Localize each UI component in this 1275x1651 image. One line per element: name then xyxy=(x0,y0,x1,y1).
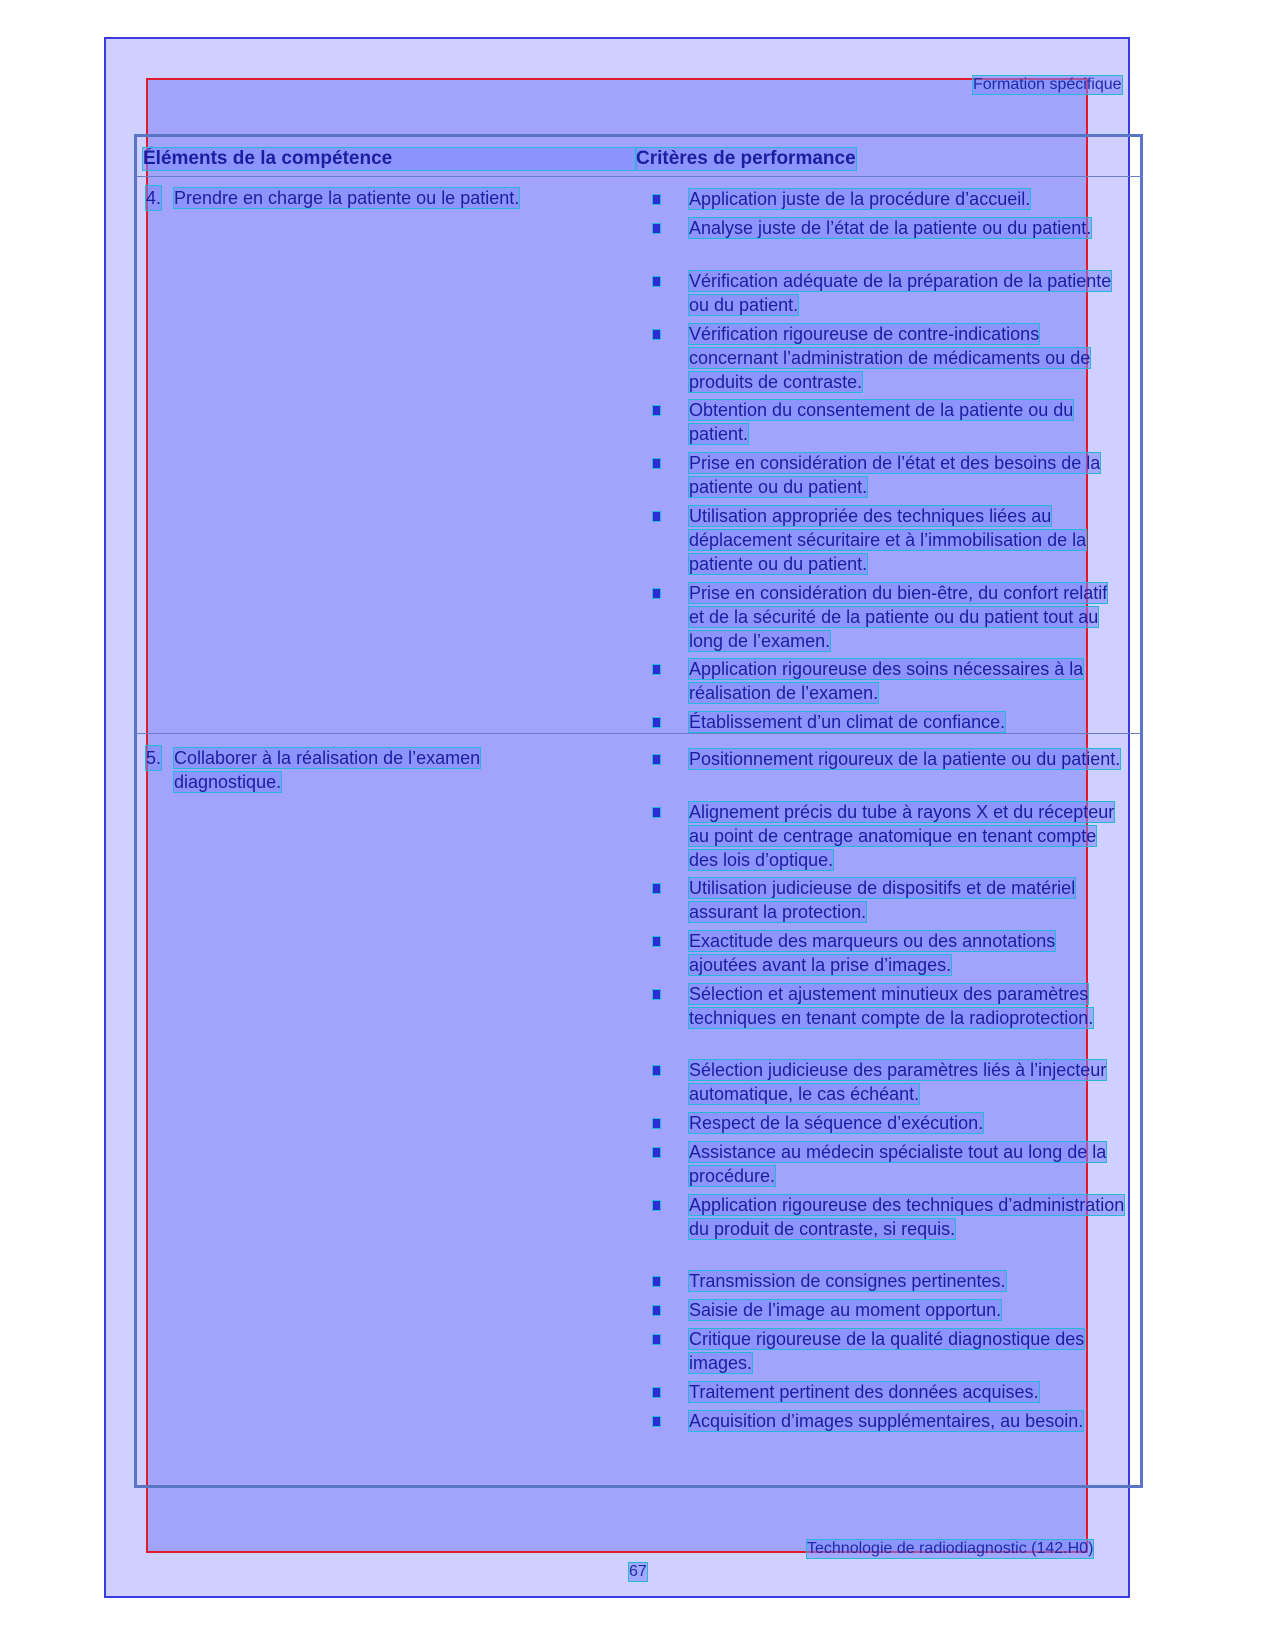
bullet-icon xyxy=(653,1277,660,1286)
bullet-icon xyxy=(653,589,660,598)
criterion-text: Prise en considération du bien-être, du confort relatif et de la sécurité de la patiente ou du patient tout au long de l’examen. xyxy=(689,583,1108,651)
criterion-text: Obtention du consentement de la patiente ou du patient. xyxy=(689,400,1074,444)
criterion-text: Utilisation appropriée des techniques liées au déplacement sécuritaire et à l’immobilisation de la patiente ou du patient. xyxy=(689,506,1087,574)
bullet-icon xyxy=(653,755,660,764)
column-header-elements: Éléments de la compétence xyxy=(143,148,636,170)
table-row-element-5 xyxy=(146,746,650,794)
bullet-icon xyxy=(653,277,660,286)
table-row-element-4 xyxy=(146,186,650,210)
criterion-text: Analyse juste de l’état de la patiente ou du patient. xyxy=(689,218,1092,238)
criterion-item xyxy=(653,1298,1133,1322)
bullet-icon xyxy=(653,1417,660,1426)
bullet-icon xyxy=(653,884,660,893)
column-header-criteria: Critères de performance xyxy=(636,148,856,169)
criterion-item xyxy=(653,929,1133,977)
criterion-item xyxy=(653,451,1133,499)
criterion-text: Vérification adéquate de la préparation de la patiente ou du patient. xyxy=(689,271,1112,315)
element-text: Prendre en charge la patiente ou le patient. xyxy=(174,188,520,208)
criterion-text: Saisie de l’image au moment opportun. xyxy=(689,1300,1002,1320)
element-text: Collaborer à la réalisation de l’examen diagnostique. xyxy=(174,748,481,792)
element-number: 5. xyxy=(146,748,162,768)
table-header-divider xyxy=(134,176,1143,177)
bullet-icon xyxy=(653,808,660,817)
bullet-icon xyxy=(653,990,660,999)
criterion-text: Application rigoureuse des soins nécessaires à la réalisation de l’examen. xyxy=(689,659,1084,703)
bullet-icon xyxy=(653,224,660,233)
bullet-icon xyxy=(653,1388,660,1397)
criterion-item xyxy=(653,1269,1133,1293)
section-header: Formation spécifique xyxy=(973,76,1122,93)
criterion-item xyxy=(653,747,1133,771)
bullet-icon xyxy=(653,1148,660,1157)
criterion-text: Exactitude des marqueurs ou des annotations ajoutées avant la prise d’images. xyxy=(689,931,1056,975)
criterion-item xyxy=(653,1111,1133,1135)
criterion-text: Sélection judicieuse des paramètres liés à l’injecteur automatique, le cas échéant. xyxy=(689,1060,1107,1104)
criterion-item xyxy=(653,1380,1133,1404)
element-number: 4. xyxy=(146,188,162,208)
bullet-icon xyxy=(653,1119,660,1128)
criterion-item xyxy=(653,876,1133,924)
criterion-item xyxy=(653,710,1133,734)
bullet-icon xyxy=(653,1306,660,1315)
criterion-text: Critique rigoureuse de la qualité diagnostique des images. xyxy=(689,1329,1085,1373)
bullet-icon xyxy=(653,718,660,727)
criterion-item xyxy=(653,982,1133,1030)
bullet-icon xyxy=(653,195,660,204)
criterion-text: Assistance au médecin spécialiste tout au long de la procédure. xyxy=(689,1142,1107,1186)
criterion-item xyxy=(653,581,1133,653)
footer-program-title: Technologie de radiodiagnostic (142.H0) xyxy=(807,1540,1094,1557)
bullet-icon xyxy=(653,330,660,339)
criterion-text: Utilisation judicieuse de dispositifs et de matériel assurant la protection. xyxy=(689,878,1076,922)
criterion-text: Positionnement rigoureux de la patiente ou du patient. xyxy=(689,749,1121,769)
criterion-item xyxy=(653,1327,1133,1375)
bullet-icon xyxy=(653,1066,660,1075)
criterion-item xyxy=(653,1140,1133,1188)
criterion-text: Vérification rigoureuse de contre-indications concernant l’administration de médicaments ou de produits de contraste. xyxy=(689,324,1091,392)
criterion-item xyxy=(653,187,1133,211)
bullet-icon xyxy=(653,937,660,946)
bullet-icon xyxy=(653,459,660,468)
criterion-item xyxy=(653,657,1133,705)
criterion-text: Acquisition d’images supplémentaires, au besoin. xyxy=(689,1411,1084,1431)
criterion-item xyxy=(653,1058,1133,1106)
criterion-text: Alignement précis du tube à rayons X et du récepteur au point de centrage anatomique en tenant compte des lois d’optique. xyxy=(689,802,1115,870)
bullet-icon xyxy=(653,406,660,415)
bullet-icon xyxy=(653,512,660,521)
criterion-text: Sélection et ajustement minutieux des paramètres techniques en tenant compte de la radioprotection. xyxy=(689,984,1094,1028)
criterion-item xyxy=(653,800,1133,872)
criterion-text: Établissement d’un climat de confiance. xyxy=(689,712,1006,732)
criterion-item xyxy=(653,216,1133,240)
criterion-item xyxy=(653,322,1133,394)
bullet-icon xyxy=(653,1201,660,1210)
criterion-item xyxy=(653,398,1133,446)
criterion-text: Prise en considération de l’état et des besoins de la patiente ou du patient. xyxy=(689,453,1101,497)
criterion-item xyxy=(653,504,1133,576)
criterion-text: Application juste de la procédure d’accueil. xyxy=(689,189,1031,209)
criterion-text: Transmission de consignes pertinentes. xyxy=(689,1271,1006,1291)
bullet-icon xyxy=(653,665,660,674)
page-number: 67 xyxy=(629,1563,647,1580)
criterion-text: Traitement pertinent des données acquises. xyxy=(689,1382,1039,1402)
criterion-text: Respect de la séquence d’exécution. xyxy=(689,1113,984,1133)
criterion-item xyxy=(653,1193,1133,1241)
bullet-icon xyxy=(653,1335,660,1344)
criterion-item xyxy=(653,269,1133,317)
criterion-item xyxy=(653,1409,1133,1433)
criterion-text: Application rigoureuse des techniques d’administration du produit de contraste, si requis. xyxy=(689,1195,1125,1239)
